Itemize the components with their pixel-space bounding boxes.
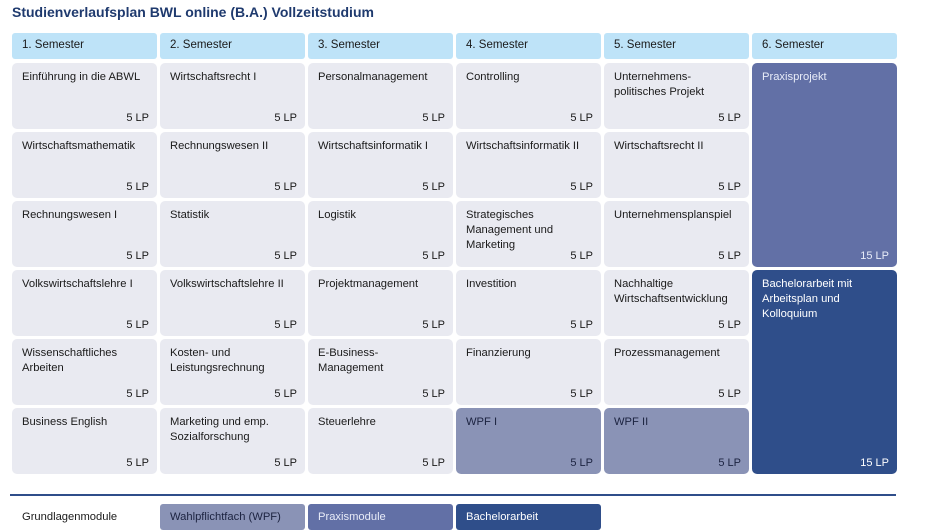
- wpf-module-card: [456, 408, 601, 474]
- module-credits: 5 LP: [422, 319, 445, 332]
- module-name: Wirtschaftsinformatik I: [318, 140, 429, 152]
- module-credits: 5 LP: [570, 388, 593, 401]
- module-credits: 5 LP: [126, 388, 149, 401]
- module-credits: 5 LP: [718, 388, 741, 401]
- module-card: [12, 339, 157, 405]
- module-name: Projektmanagement: [318, 278, 419, 290]
- module-card: [308, 201, 453, 267]
- module-card: [456, 270, 601, 336]
- module-credits: 5 LP: [718, 319, 741, 332]
- module-card: [160, 270, 305, 336]
- module-card: [604, 339, 749, 405]
- legend-divider: [10, 494, 896, 496]
- module-name: Business English: [22, 416, 108, 428]
- module-name: Statistik: [170, 209, 210, 221]
- module-credits: 5 LP: [570, 250, 593, 263]
- legend-praxis-modules: Praxismodule: [308, 504, 453, 530]
- module-card: [308, 270, 453, 336]
- module-credits: 5 LP: [422, 388, 445, 401]
- module-credits: 5 LP: [570, 457, 593, 470]
- module-card: [604, 201, 749, 267]
- module-name: Volkswirtschaftslehre I: [22, 278, 133, 290]
- semester-header: 4. Semester: [456, 33, 601, 59]
- module-name: Wirtschaftsrecht II: [614, 140, 704, 152]
- semester-header: 5. Semester: [604, 33, 749, 59]
- semester-header: 2. Semester: [160, 33, 305, 59]
- legend-bachelor-thesis: Bachelorarbeit: [456, 504, 601, 530]
- module-credits: 15 LP: [860, 250, 889, 263]
- module-name: Wirtschaftsinformatik II: [466, 140, 580, 152]
- module-card: [308, 408, 453, 474]
- module-credits: 5 LP: [570, 319, 593, 332]
- module-credits: 5 LP: [274, 319, 297, 332]
- module-credits: 5 LP: [274, 112, 297, 125]
- module-name: Praxisprojekt: [762, 71, 827, 83]
- module-card: [160, 339, 305, 405]
- module-card: [12, 201, 157, 267]
- legend-wpf: Wahlpflichtfach (WPF): [160, 504, 305, 530]
- module-card: [456, 132, 601, 198]
- module-card: [160, 132, 305, 198]
- module-credits: 5 LP: [422, 112, 445, 125]
- module-credits: 5 LP: [274, 250, 297, 263]
- module-credits: 5 LP: [126, 181, 149, 194]
- semester-header: 1. Semester: [12, 33, 157, 59]
- module-name: Logistik: [318, 209, 356, 221]
- module-credits: 5 LP: [422, 181, 445, 194]
- module-credits: 5 LP: [274, 388, 297, 401]
- module-name: Finanzierung: [466, 347, 531, 359]
- module-credits: 5 LP: [718, 181, 741, 194]
- module-credits: 5 LP: [126, 319, 149, 332]
- module-name: Kosten- und Leistungsrechnung: [170, 347, 265, 374]
- legend-basic-modules: Grundlagenmodule: [12, 504, 157, 530]
- module-card: [456, 201, 601, 267]
- module-credits: 5 LP: [718, 112, 741, 125]
- module-card: [12, 408, 157, 474]
- module-credits: 5 LP: [126, 457, 149, 470]
- module-name: Strategisches Management und Marketing: [466, 209, 554, 251]
- module-name: Wirtschaftsmathematik: [22, 140, 136, 152]
- module-name: Wissenschaftliches Arbeiten: [22, 347, 118, 374]
- module-card: [12, 270, 157, 336]
- module-card: [160, 201, 305, 267]
- module-card: [160, 63, 305, 129]
- module-credits: 5 LP: [570, 112, 593, 125]
- module-name: WPF I: [466, 416, 498, 428]
- module-name: Rechnungswesen I: [22, 209, 118, 221]
- module-card: [12, 132, 157, 198]
- module-card: [308, 339, 453, 405]
- module-name: Personalmanagement: [318, 71, 428, 83]
- module-credits: 15 LP: [860, 457, 889, 470]
- module-card: [12, 63, 157, 129]
- praxis-module-card: [752, 63, 897, 267]
- module-card: [456, 63, 601, 129]
- module-card: [456, 339, 601, 405]
- module-name: Prozessmanagement: [614, 347, 720, 359]
- module-name: Marketing und emp. Sozialforschung: [170, 416, 269, 443]
- module-card: [604, 63, 749, 129]
- module-credits: 5 LP: [718, 457, 741, 470]
- module-name: Volkswirtschaftslehre II: [170, 278, 284, 290]
- module-name: E-Business- Management: [318, 347, 384, 374]
- bachelor-module-card: [752, 270, 897, 474]
- module-credits: 5 LP: [718, 250, 741, 263]
- semester-header: 3. Semester: [308, 33, 453, 59]
- module-name: WPF II: [614, 416, 649, 428]
- module-card: [160, 408, 305, 474]
- semester-header: 6. Semester: [752, 33, 897, 59]
- module-card: [604, 270, 749, 336]
- module-credits: 5 LP: [570, 181, 593, 194]
- module-credits: 5 LP: [126, 250, 149, 263]
- module-name: Steuerlehre: [318, 416, 376, 428]
- module-name: Rechnungswesen II: [170, 140, 269, 152]
- module-credits: 5 LP: [422, 457, 445, 470]
- module-name: Einführung in die ABWL: [22, 71, 141, 83]
- wpf-module-card: [604, 408, 749, 474]
- module-credits: 5 LP: [274, 457, 297, 470]
- module-name: Unternehmens- politisches Projekt: [614, 71, 705, 98]
- module-name: Unternehmensplanspiel: [614, 209, 732, 221]
- module-name: Wirtschaftsrecht I: [170, 71, 257, 83]
- module-name: Investition: [466, 278, 517, 290]
- module-card: [308, 63, 453, 129]
- module-credits: 5 LP: [274, 181, 297, 194]
- module-card: [604, 132, 749, 198]
- module-credits: 5 LP: [422, 250, 445, 263]
- module-name: Controlling: [466, 71, 520, 83]
- module-credits: 5 LP: [126, 112, 149, 125]
- page-title: Studienverlaufsplan BWL online (B.A.) Vollzeitstudium: [12, 4, 374, 20]
- module-card: [308, 132, 453, 198]
- module-name: Bachelorarbeit mit Arbeitsplan und Kolloquium: [762, 278, 853, 320]
- module-name: Nachhaltige Wirtschaftsentwicklung: [614, 278, 728, 305]
